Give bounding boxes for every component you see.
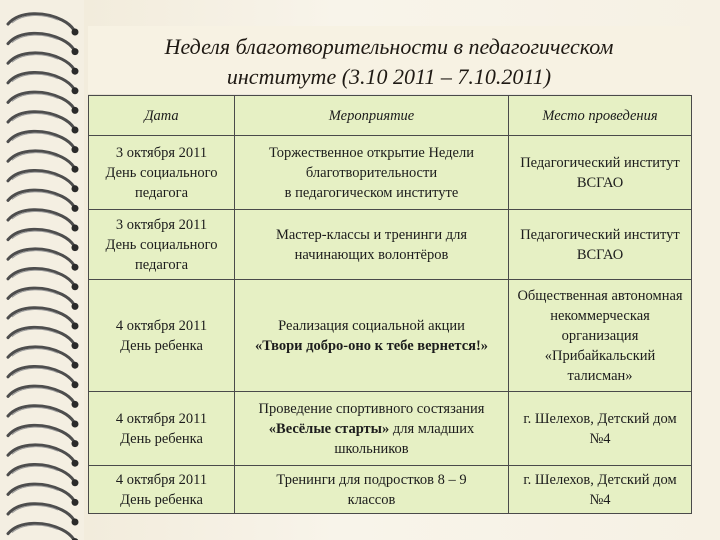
spiral-ring (8, 445, 79, 467)
place-cell (509, 466, 692, 514)
table-row (89, 280, 692, 392)
spiral-ring (8, 151, 79, 173)
text-line (237, 336, 506, 356)
text-line: Педагогический институт (520, 154, 680, 171)
text-line: День ребенка (120, 491, 203, 508)
text-line: №4 (589, 430, 611, 447)
spiral-ring (8, 367, 79, 389)
text-line: талисман» (567, 367, 633, 384)
date-cell (89, 280, 235, 392)
spiral-ring (8, 484, 79, 506)
text-line: 4 октября 2011 (115, 471, 208, 488)
text-line: Мастер-классы и тренинги для (275, 226, 468, 243)
text-line: 4 октября 2011 (115, 410, 208, 427)
spiral-ring (8, 112, 79, 134)
slide-title (88, 26, 690, 94)
text-line: Общественная автономная (517, 287, 683, 304)
text-line: День ребенка (120, 337, 203, 354)
spiral-ring (8, 386, 79, 408)
spiral-ring (8, 288, 79, 310)
spiral-ring (8, 53, 79, 75)
spiral-ring (8, 171, 79, 193)
text-line: Торжественное открытие Недели (269, 144, 474, 161)
spiral-ring (8, 33, 79, 55)
text-line: педагога (134, 256, 189, 273)
text-line: День социального (105, 164, 218, 181)
spiral-ring (8, 269, 79, 291)
spiral-ring (8, 308, 79, 330)
spiral-ring (8, 190, 79, 212)
text-line: ВСГАО (576, 246, 624, 263)
event-name: «Весёлые старты» (268, 420, 390, 437)
spiral-ring (8, 14, 79, 36)
text-line: в педагогическом институте (284, 184, 459, 201)
table-row (89, 466, 692, 514)
text-line: Проведение спортивного состязания (258, 400, 485, 417)
text-line: День ребенка (120, 430, 203, 447)
text-line: 4 октября 2011 (115, 317, 208, 334)
table-row (89, 392, 692, 466)
spiral-ring (8, 249, 79, 271)
action-slogan: «Твори добро-оно к тебе вернется!» (254, 337, 489, 354)
spiral-ring (8, 425, 79, 447)
text-line: Тренинги для подростков 8 – 9 (276, 471, 467, 488)
events-table (88, 95, 692, 514)
table-row (89, 210, 692, 280)
place-cell (509, 392, 692, 466)
spiral-ring (8, 465, 79, 487)
text-line: некоммерческая (550, 307, 650, 324)
event-cell (235, 392, 509, 466)
spiral-ring (8, 406, 79, 428)
event-cell (235, 466, 509, 514)
spiral-binding (0, 0, 84, 540)
text-line: классов (347, 491, 396, 508)
text-line: педагога (134, 184, 189, 201)
text-line: школьников (334, 440, 409, 457)
date-cell (89, 210, 235, 280)
event-cell (235, 280, 509, 392)
spiral-ring (8, 523, 79, 540)
text-line: организация (561, 327, 639, 344)
spiral-ring (8, 504, 79, 526)
event-cell (235, 210, 509, 280)
text-line: ВСГАО (576, 174, 624, 191)
spiral-ring (8, 92, 79, 114)
spiral-ring (8, 347, 79, 369)
text-line: День социального (105, 236, 218, 253)
table-header-row (89, 96, 692, 136)
title-line-2: институте (3.10 2011 – 7.10.2011) (226, 64, 552, 89)
text-line: «Прибайкальский (544, 347, 656, 364)
text-line: №4 (589, 491, 611, 508)
header-date: Дата (89, 96, 235, 136)
place-cell (509, 210, 692, 280)
spiral-ring (8, 229, 79, 251)
text-line: 3 октября 2011 (115, 216, 208, 233)
date-cell (89, 392, 235, 466)
date-cell (89, 466, 235, 514)
title-line-1: Неделя благотворительности в педагогическом (164, 34, 614, 59)
text-line: 3 октября 2011 (115, 144, 208, 161)
text-line: начинающих волонтёров (294, 246, 449, 263)
text-line: г. Шелехов, Детский дом (523, 410, 677, 427)
place-cell (509, 280, 692, 392)
date-cell (89, 136, 235, 210)
event-name-rest: для младших (389, 420, 475, 437)
spiral-ring (8, 327, 79, 349)
header-place: Место проведения (509, 96, 692, 136)
place-cell (509, 136, 692, 210)
text-line: благотворительности (305, 164, 438, 181)
event-cell (235, 136, 509, 210)
text-line: Педагогический институт (520, 226, 680, 243)
table-row (89, 136, 692, 210)
spiral-ring (8, 210, 79, 232)
text-line: г. Шелехов, Детский дом (523, 471, 677, 488)
spiral-ring (8, 131, 79, 153)
header-event: Мероприятие (235, 96, 509, 136)
text-line: Реализация социальной акции (278, 317, 465, 334)
spiral-ring (8, 73, 79, 95)
text-line (237, 419, 506, 439)
